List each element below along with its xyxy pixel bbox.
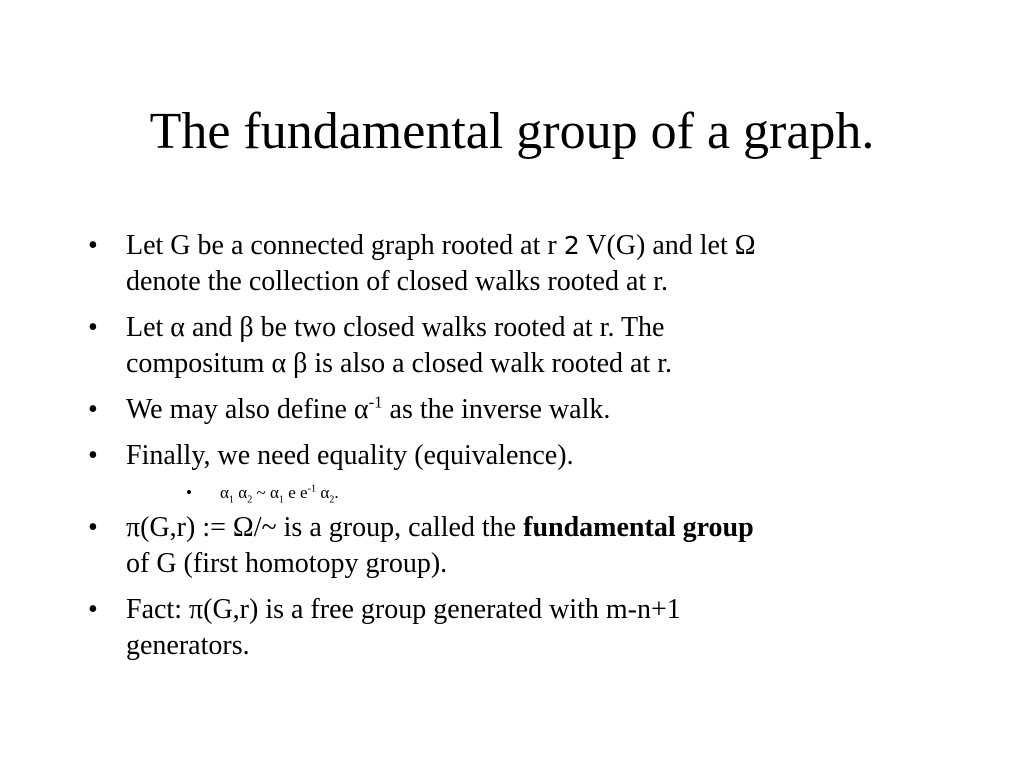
bullet-marker: • (88, 230, 98, 261)
bullet-marker: • (88, 312, 98, 343)
bullet-text (126, 312, 672, 379)
alpha-symbol: α (316, 483, 330, 502)
bullet-text (126, 230, 756, 297)
bullet-text-part: generators. (126, 630, 250, 661)
bullet-text-part: Fact: π(G,r) is a free group generated with m-n+1 (126, 594, 681, 625)
bullet-fact (86, 592, 936, 664)
bullet-inverse-walk (86, 392, 936, 428)
bullet-text-part: We may also define α (126, 394, 369, 425)
bullet-text-part: compositum α β is also a closed walk rooted at r. (126, 348, 673, 379)
bold-term: fundamental group (523, 512, 754, 543)
subscript: 1 (278, 494, 284, 506)
sub-bullet-equivalence (86, 482, 936, 504)
bullet-text-part: Let G be a connected graph rooted at r (126, 230, 564, 261)
slide-title: The fundamental group of a graph. (149, 103, 875, 160)
superscript: -1 (368, 392, 383, 412)
subscript: 2 (247, 494, 253, 506)
subscript: 2 (329, 494, 335, 506)
bullet-connected-graph (86, 228, 936, 300)
bullet-text (126, 512, 754, 579)
bullet-text-part: V(G) and let Ω (579, 230, 756, 261)
bullet-text-part: as the inverse walk. (382, 394, 611, 425)
period: . (334, 483, 339, 502)
element-of-glyph: 2 (563, 231, 580, 260)
edge-text: e e (283, 483, 308, 502)
bullet-equality (86, 438, 936, 474)
alpha-symbol: α (220, 483, 229, 502)
equivalence-text: ~ α (252, 483, 279, 502)
bullet-marker: • (88, 594, 98, 625)
bullet-text-part: Let α and β be two closed walks rooted at r. The (126, 312, 665, 343)
bullet-text (126, 394, 610, 425)
bullet-marker: • (88, 440, 98, 471)
bullet-closed-walks (86, 310, 936, 382)
superscript: -1 (307, 483, 317, 495)
bullet-fundamental-group (86, 510, 936, 582)
subscript: 1 (228, 494, 235, 506)
bullet-text (126, 594, 681, 661)
bullet-text-part: denote the collection of closed walks rooted at r. (126, 266, 668, 297)
bullet-list (86, 228, 936, 674)
bullet-marker: • (88, 394, 98, 425)
sub-bullet-text (220, 483, 339, 506)
alpha-symbol: α (234, 483, 248, 502)
bullet-marker: • (88, 512, 98, 543)
bullet-text: Finally, we need equality (equivalence). (126, 440, 574, 471)
sub-bullet-marker: • (186, 483, 192, 502)
bullet-text-part: π(G,r) := Ω/~ is a group, called the (126, 512, 524, 543)
bullet-text-part: of G (first homotopy group). (126, 548, 448, 579)
